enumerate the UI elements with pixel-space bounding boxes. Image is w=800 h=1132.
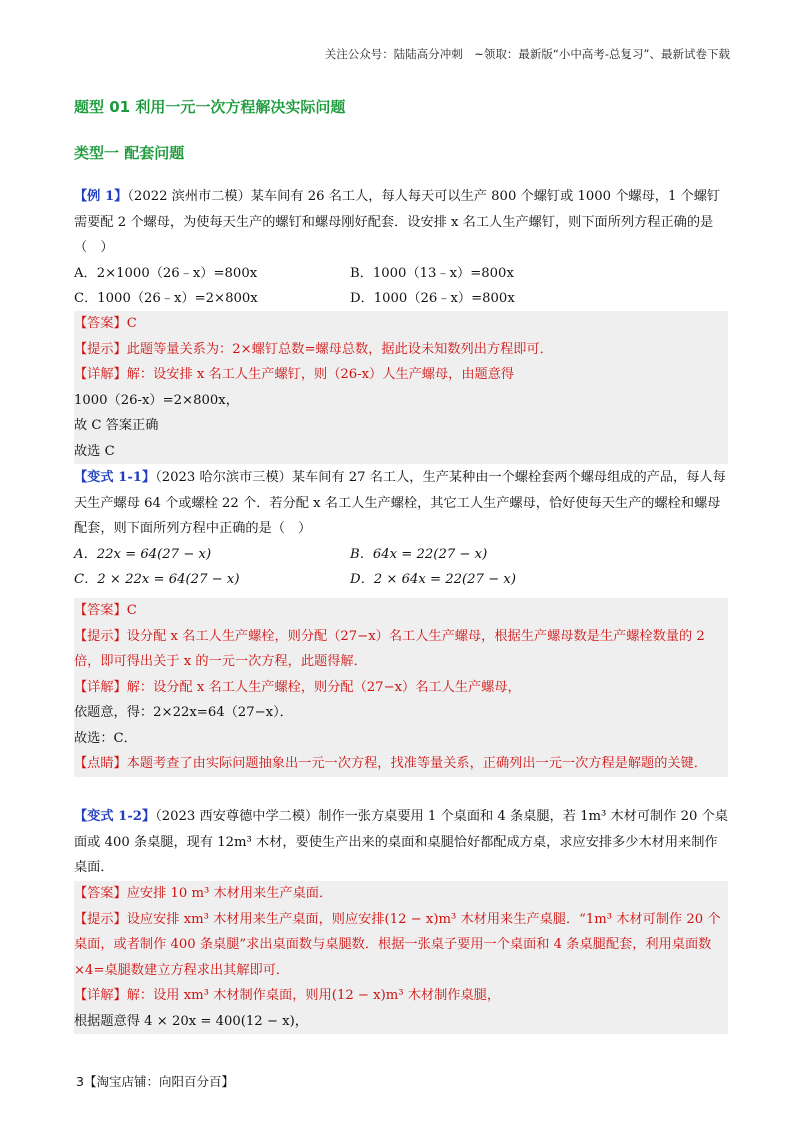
variant-1-2-question: [74, 804, 728, 881]
example-1-text: （2022 滨州市二模）某车间有 26 名工人，每人每天可以生产 800 个螺钉或 1000 个螺母，1 个螺钉需要配 2 个螺母，为使每天生产的螺钉和螺母刚好配套．设安排 x 名工人生产螺钉，则下面所列方程正确的是（ ）: [74, 189, 721, 255]
example-1-detail-3: 故 C 答案正确: [74, 418, 159, 433]
variant-1-2-detail-1: 【详解】解：设用 xm³ 木材制作桌面，则用(12 − x)m³ 木材制作桌腿，: [74, 988, 501, 1003]
section-title: 题型 01 利用一元一次方程解决实际问题: [74, 98, 346, 116]
option-a: A．22x = 64(27 − x): [74, 546, 212, 562]
variant-1-1-note: 【点睛】本题考查了由实际问题抽象出一元一次方程，找准等量关系，正确列出一元一次方程是解题的关键．: [74, 756, 707, 771]
example-1-hint: 【提示】此题等量关系为：2×螺钉总数=螺母总数，据此设未知数列出方程即可．: [74, 341, 553, 357]
option-b: B．1000（13﹣x）=800x: [350, 265, 514, 281]
example-1-options-row-2: [74, 286, 728, 312]
variant-1-1-tag: 【变式 1-1】: [74, 470, 156, 485]
variant-1-2-answer: 【答案】应安排 10 m³ 木材用来生产桌面．: [74, 886, 333, 901]
example-1-solution: [74, 311, 728, 464]
example-1-detail-2: 1000（26-x）=2×800x，: [74, 392, 239, 408]
page-header: 关注公众号：陆陆高分冲刺 ~领取：最新版“小中高考-总复习”、最新试卷下载: [324, 47, 730, 61]
example-1-tag: 【例 1】: [74, 189, 128, 204]
example-1-detail-1: 【详解】解：设安排 x 名工人生产螺钉，则（26-x）人生产螺母，由题意得: [74, 367, 515, 382]
variant-1-2-text: （2023 西安尊德中学二模）制作一张方桌要用 1 个桌面和 4 条桌腿，若 1m³ 木材可制作 20 个桌面或 400 条桌腿，现有 12m³ 木材，要使生产出来的桌面和桌腿恰好都配成方桌，求应安排多少木材用来制作桌面．: [74, 809, 728, 875]
example-1-answer: 【答案】C: [74, 316, 137, 331]
example-1-options-row-1: [74, 261, 728, 287]
variant-1-1-detail-2: 依题意，得：2×22x=64（27−x）．: [74, 705, 293, 720]
page-footer: 3【淘宝店铺：向阳百分百】: [76, 1074, 234, 1089]
variant-1-2-hint: 【提示】设应安排 xm³ 木材用来生产桌面，则应安排(12 − x)m³ 木材用来生产桌腿．“1m³ 木材可制作 20 个桌面，或者制作 400 条桌腿”求出桌面数与桌腿数．根据一张桌子要用一个桌面和 4 条桌腿配套，利用桌面数×4=桌腿数建立方程求出其解即可．: [74, 911, 721, 978]
option-c: C．1000（26﹣x）=2×800x: [74, 291, 258, 306]
variant-1-1-answer: 【答案】C: [74, 603, 137, 618]
option-d: D．2 × 64x = 22(27 − x): [350, 572, 516, 587]
example-1-question: [74, 184, 728, 312]
variant-1-1-options-row-1: [74, 542, 728, 568]
variant-1-1-detail-3: 故选：C．: [74, 730, 137, 746]
variant-1-2-tag: 【变式 1-2】: [74, 809, 156, 824]
example-1-detail-4: 故选 C: [74, 443, 115, 459]
section-subtitle: 类型一 配套问题: [74, 144, 185, 162]
variant-1-1-solution: [74, 598, 728, 777]
variant-1-2-detail-2: 根据题意得 4 × 20x = 400(12 − x)，: [74, 1013, 308, 1029]
variant-1-1-hint: 【提示】设分配 x 名工人生产螺栓，则分配（27−x）名工人生产螺母，根据生产螺母数是生产螺栓数量的 2 倍，即可得出关于 x 的一元一次方程，此题得解．: [74, 628, 705, 669]
option-c: C．2 × 22x = 64(27 − x): [74, 572, 240, 587]
variant-1-2-solution: [74, 881, 728, 1034]
variant-1-1-detail-1: 【详解】解：设分配 x 名工人生产螺栓，则分配（27−x）名工人生产螺母，: [74, 679, 521, 695]
variant-1-1-question: [74, 465, 728, 593]
option-b: B．64x = 22(27 − x): [350, 546, 488, 562]
option-a: A．2×1000（26﹣x）=800x: [74, 265, 258, 281]
variant-1-1-options-row-2: [74, 567, 728, 593]
option-d: D．1000（26﹣x）=800x: [350, 291, 515, 306]
variant-1-1-text: （2023 哈尔滨市三模）某车间有 27 名工人，生产某种由一个螺栓套两个螺母组成的产品，每人每天生产螺母 64 个或螺栓 22 个．若分配 x 名工人生产螺栓，其它工人生产螺母，恰好使每天生产的螺栓和螺母配套，则下面所列方程中正确的是（ ）: [74, 470, 726, 536]
